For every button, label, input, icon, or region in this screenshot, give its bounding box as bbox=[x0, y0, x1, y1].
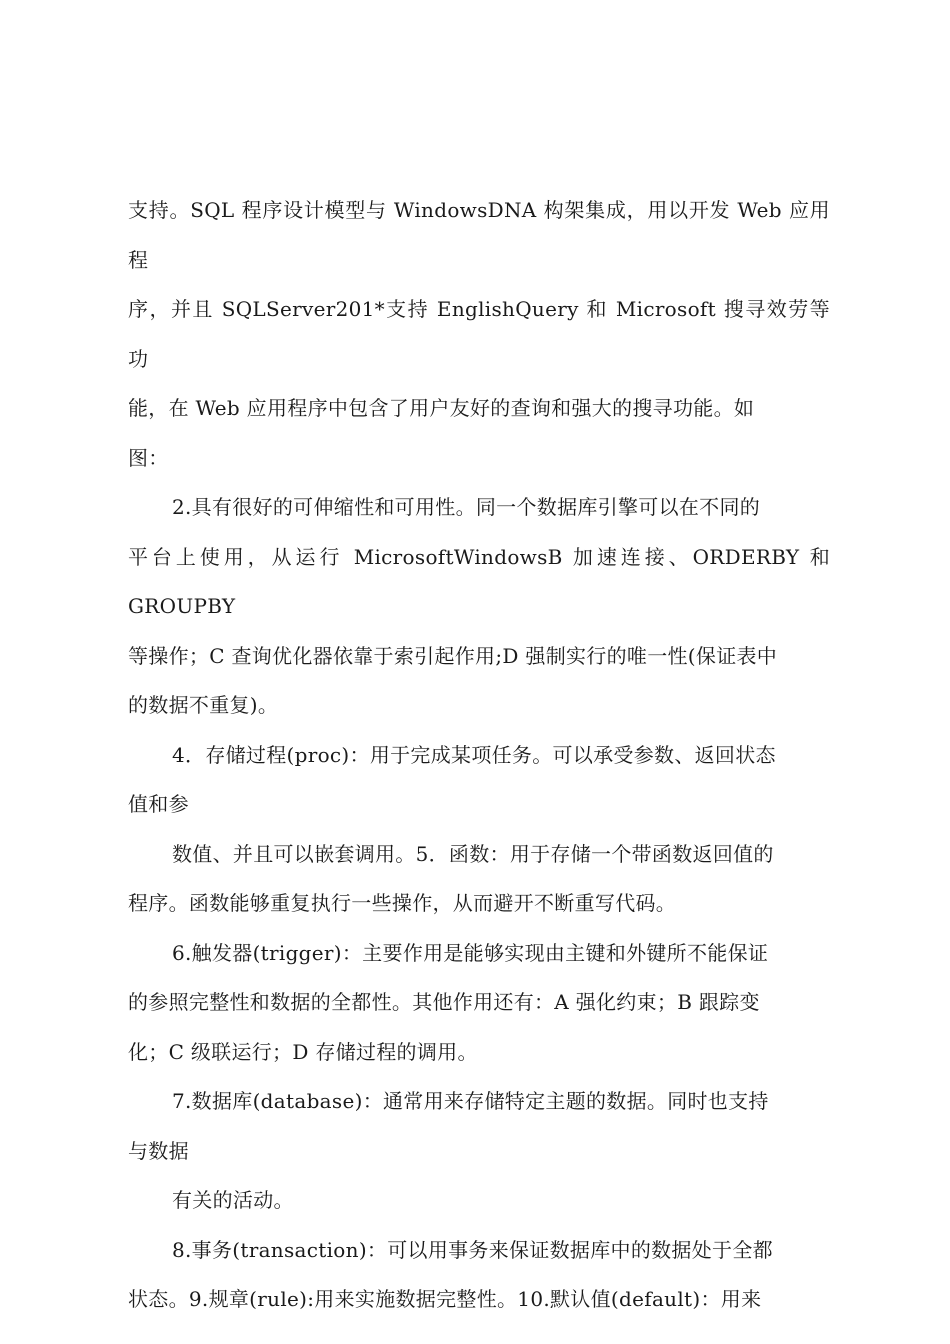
paragraph-2 bbox=[128, 483, 830, 731]
paragraph-6 bbox=[128, 1077, 830, 1176]
text-line: 图： bbox=[128, 445, 169, 470]
text-line: 7.数据库(database)：通常用来存储特定主题的数据。同时也支持 bbox=[172, 1089, 769, 1113]
paragraph-3 bbox=[128, 731, 830, 830]
text-line: 状态。9.规章(rule):用来实施数据完整性。10.默认值(default)：用来 bbox=[128, 1287, 762, 1311]
text-line: 等操作；C 查询优化器依靠于索引起作用;D 强制实行的唯一性(保证表中 bbox=[128, 643, 778, 668]
text-line: 4．存储过程(proc)：用于完成某项任务。可以承受参数、返回状态 bbox=[172, 742, 776, 767]
text-line: 有关的活动。 bbox=[172, 1188, 294, 1212]
text-line: 平台上使用，从运行 MicrosoftWindowsB 加速连接、ORDERBY 和 GROUPBY bbox=[128, 544, 830, 618]
text-line: 程序。函数能够重复执行一些操作，从而避开不断重写代码。 bbox=[128, 891, 677, 915]
text-line: 数值、并且可以嵌套调用。5．函数：用于存储一个带函数返回值的 bbox=[172, 841, 774, 866]
text-line: 序，并且 SQLServer201*支持 EnglishQuery 和 Microsoft 搜寻效劳等功 bbox=[128, 297, 830, 371]
paragraph-1 bbox=[128, 186, 830, 483]
text-line: 的参照完整性和数据的全都性。其他作用还有：A 强化约束；B 跟踪变 bbox=[128, 990, 760, 1014]
text-line: 2.具有很好的可伸缩性和可用性。同一个数据库引擎可以在不同的 bbox=[172, 495, 761, 519]
text-line: 8.事务(transaction)：可以用事务来保证数据库中的数据处于全都 bbox=[172, 1237, 773, 1262]
text-line: 值和参 bbox=[128, 792, 189, 816]
paragraph-5 bbox=[128, 929, 830, 1078]
text-line: 化；C 级联运行；D 存储过程的调用。 bbox=[128, 1039, 478, 1064]
text-line: 能，在 Web 应用程序中包含了用户友好的查询和强大的搜寻功能。如 bbox=[128, 396, 755, 420]
paragraph-4 bbox=[128, 830, 830, 929]
text-line: 6.触发器(trigger)：主要作用是能够实现由主键和外键所不能保证 bbox=[172, 940, 769, 965]
paragraph-7 bbox=[128, 1176, 830, 1226]
text-line: 的数据不重复)。 bbox=[128, 693, 279, 717]
document-page bbox=[128, 186, 830, 1325]
text-line: 支持。SQL 程序设计模型与 WindowsDNA 构架集成，用以开发 Web 应用程 bbox=[128, 198, 830, 272]
text-line: 与数据 bbox=[128, 1138, 189, 1163]
paragraph-8 bbox=[128, 1226, 830, 1325]
